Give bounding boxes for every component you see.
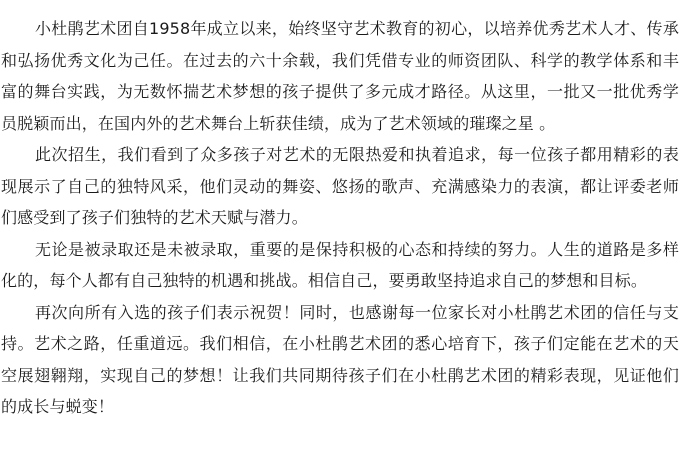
paragraph-intro: 小杜鹃艺术团自1958年成立以来，始终坚守艺术教育的初心，以培养优秀艺术人才、传承和弘扬优秀文化为己任。在过去的六十余载，我们凭借专业的师资团队、科学的教学体系和丰富的舞台实践，为无数怀揣艺术梦想的孩子提供了多元成才路径。从这里，一批又一批优秀学员脱颖而出，在国内外的艺术舞台上斩获佳绩，成为了艺术领域的璀璨之星 。 <box>1 19 679 133</box>
paragraph-encouragement: 无论是被录取还是未被录取，重要的是保持积极的心态和持续的努力。人生的道路是多样化的，每个人都有自己独特的机遇和挑战。相信自己，要勇敢坚持追求自己的梦想和目标。 <box>1 239 679 290</box>
paragraph-enrollment: 此次招生，我们看到了众多孩子对艺术的无限热爱和执着追求，每一位孩子都用精彩的表现展示了自己的独特风采，他们灵动的舞姿、悠扬的歌声、充满感染力的表演，都让评委老师们感受到了孩子们独特的艺术天赋与潜力。 <box>1 145 679 227</box>
article-body <box>1 13 679 423</box>
paragraph-congratulations: 再次向所有入选的孩子们表示祝贺！同时，也感谢每一位家长对小杜鹃艺术团的信任与支持。艺术之路，任重道远。我们相信，在小杜鹃艺术团的悉心培育下，孩子们定能在艺术的天空展翅翱翔，实现自己的梦想！让我们共同期待孩子们在小杜鹃艺术团的精彩表现，见证他们的成长与蜕变！ <box>1 302 679 416</box>
